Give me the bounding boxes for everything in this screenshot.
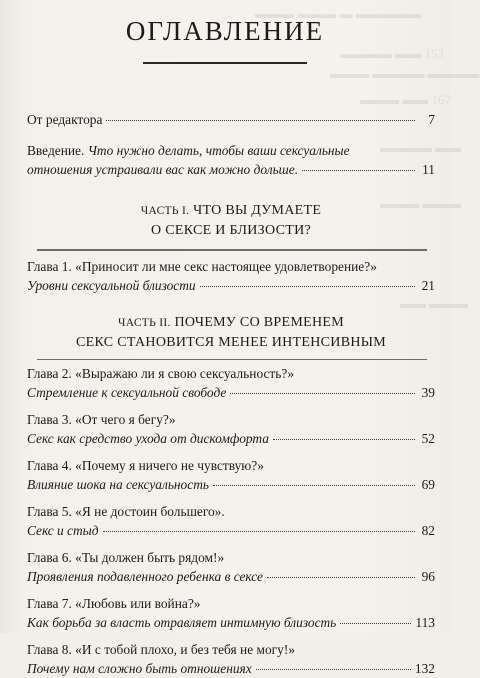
entry-title: [27, 141, 350, 160]
toc-entry-chapter-6[interactable]: [27, 548, 435, 586]
toc-entry-chapter-7[interactable]: [27, 594, 435, 632]
chapter-title: Глава 5. «Я не достоин большего».: [27, 504, 225, 519]
toc-entry-chapter-8[interactable]: [27, 640, 435, 678]
part-title-line1: ПОЧЕМУ СО ВРЕМЕНЕМ: [174, 314, 344, 330]
dot-leader: [267, 577, 415, 578]
page-number: 11: [422, 162, 435, 177]
chapter-title: Глава 1. «Приносит ли мне секс настоящее удовлетворение?»: [27, 258, 377, 274]
entry-title: От редактора: [27, 112, 103, 127]
page-number: 7: [428, 112, 435, 127]
chapter-title: Глава 4. «Почему я ничего не чувствую?»: [27, 458, 264, 473]
table-of-contents: [27, 106, 435, 678]
part-title-line1: ЧТО ВЫ ДУМАЕТЕ: [193, 203, 322, 218]
part-title-line2: О СЕКСЕ И БЛИЗОСТИ?: [151, 223, 311, 238]
toc-entry-chapter-2[interactable]: [27, 364, 435, 402]
part-divider: [37, 359, 427, 361]
part-divider: [37, 249, 427, 251]
toc-entry-chapter-3[interactable]: [27, 410, 435, 448]
dot-leader: [213, 485, 415, 486]
toc-entry-chapter-5[interactable]: [27, 502, 435, 540]
part-heading-1: [27, 201, 435, 241]
chapter-subtitle: Почему нам сложно быть отношениях: [27, 661, 252, 676]
part-label: ЧАСТЬ I.: [140, 205, 190, 217]
chapter-subtitle: Секс как средство ухода от дискомфорта: [27, 431, 269, 446]
page-number: 113: [415, 615, 435, 630]
chapter-title: Глава 7. «Любовь или война?»: [27, 596, 201, 611]
chapter-subtitle: Влияние шока на сексуальность: [27, 477, 209, 492]
page-title: ОГЛАВЛЕНИЕ: [125, 16, 325, 46]
title-underline: [143, 62, 307, 64]
book-page: ▬▬▬ ▬▬▬ ▬ ▬▬▬▬▬ ▬▬▬▬ ▬▬ 153 ▬▬▬ ▬▬▬▬ ▬▬▬▬ ▬▬▬ ▬▬ 167 ▬▬▬▬ ▬▬ ▬▬▬ ▬▬▬ ▬▬ ▬▬▬ ОГЛАВЛЕНИЕ От редактора 7 Введение. Что нужно делать, чтобы ваши сексуальные отношения устраивали вас как можно дольше. 11 ЧАСТЬ I. ЧТО ВЫ ДУМАЕТЕ О СЕКСЕ И БЛИЗОСТИ? Глава 1. «Приносит ли мне секс настоящее удовлетворение?» Уровни сексуальной близости 21 ЧАСТЬ II. ПОЧЕМУ СО ВРЕМЕНЕМ СЕКС СТАНОВИТСЯ МЕНЕЕ ИНТЕНСИВНЫМ Глава 2. «Выражаю ли я свою сексуальность?» Стремление к сексуальной свободе 39 Глава 3. «От чего я бегу?» Секс как средство ухода от дискомфорта 52 Глава 4. «Почему я ничего не чувствую?» Влияние шока на сексуальность 69 Глава 5. «Я не достоин большего». Секс и стыд 82 Глава 6. «Ты должен быть рядом!» Проявления подавленного ребенка в сексе 96 Глава 7. «Любовь или война?» Как борьба за власть отравляет интимную близость 113 Глава 8. «И с тобой плохо, и без тебя не могу!» Почему нам сложно быть отношениях 132: [0, 0, 450, 633]
page-number: 82: [421, 523, 435, 538]
dot-leader: [103, 531, 415, 532]
toc-entry-editor[interactable]: [27, 110, 435, 129]
toc-entry-introduction[interactable]: [27, 141, 435, 179]
dot-leader: [256, 669, 411, 670]
page-number: 21: [421, 277, 435, 293]
toc-entry-chapter-1[interactable]: [27, 257, 435, 295]
chapter-subtitle: Секс и стыд: [27, 523, 99, 538]
toc-entry-chapter-4[interactable]: [27, 456, 435, 494]
part-title-line2: СЕКС СТАНОВИТСЯ МЕНЕЕ ИНТЕНСИВНЫМ: [75, 334, 387, 350]
chapter-subtitle: Уровни сексуальной близости: [27, 277, 196, 293]
entry-subtitle-line2: отношения устраивали вас как можно дольше.: [27, 162, 299, 177]
page-number: 69: [421, 477, 435, 492]
dot-leader: [273, 439, 415, 440]
chapter-subtitle: Как борьба за власть отравляет интимную близость: [27, 615, 337, 630]
entry-subtitle-line1: Что нужно делать, чтобы ваши сексуальные: [87, 143, 350, 158]
part-label: ЧАСТЬ II.: [118, 316, 171, 329]
chapter-subtitle: Стремление к сексуальной свободе: [27, 385, 227, 400]
chapter-title: Глава 3. «От чего я бегу?»: [27, 412, 176, 427]
dot-leader: [302, 170, 415, 171]
chapter-subtitle: Проявления подавленного ребенка в сексе: [27, 569, 263, 584]
dot-leader: [230, 393, 415, 394]
page-number: 39: [421, 385, 435, 400]
dot-leader: [340, 623, 411, 624]
page-number: 96: [421, 569, 435, 584]
chapter-title: Глава 6. «Ты должен быть рядом!»: [27, 550, 225, 565]
page-number: 132: [414, 661, 435, 676]
dot-leader: [200, 286, 415, 287]
entry-label: Введение.: [27, 143, 85, 158]
dot-leader: [106, 120, 415, 121]
page-number: 52: [421, 431, 435, 446]
chapter-title: Глава 2. «Выражаю ли я свою сексуальность?»: [27, 366, 295, 381]
part-heading-2: [27, 313, 435, 353]
chapter-title: Глава 8. «И с тобой плохо, и без тебя не могу!»: [27, 642, 296, 657]
